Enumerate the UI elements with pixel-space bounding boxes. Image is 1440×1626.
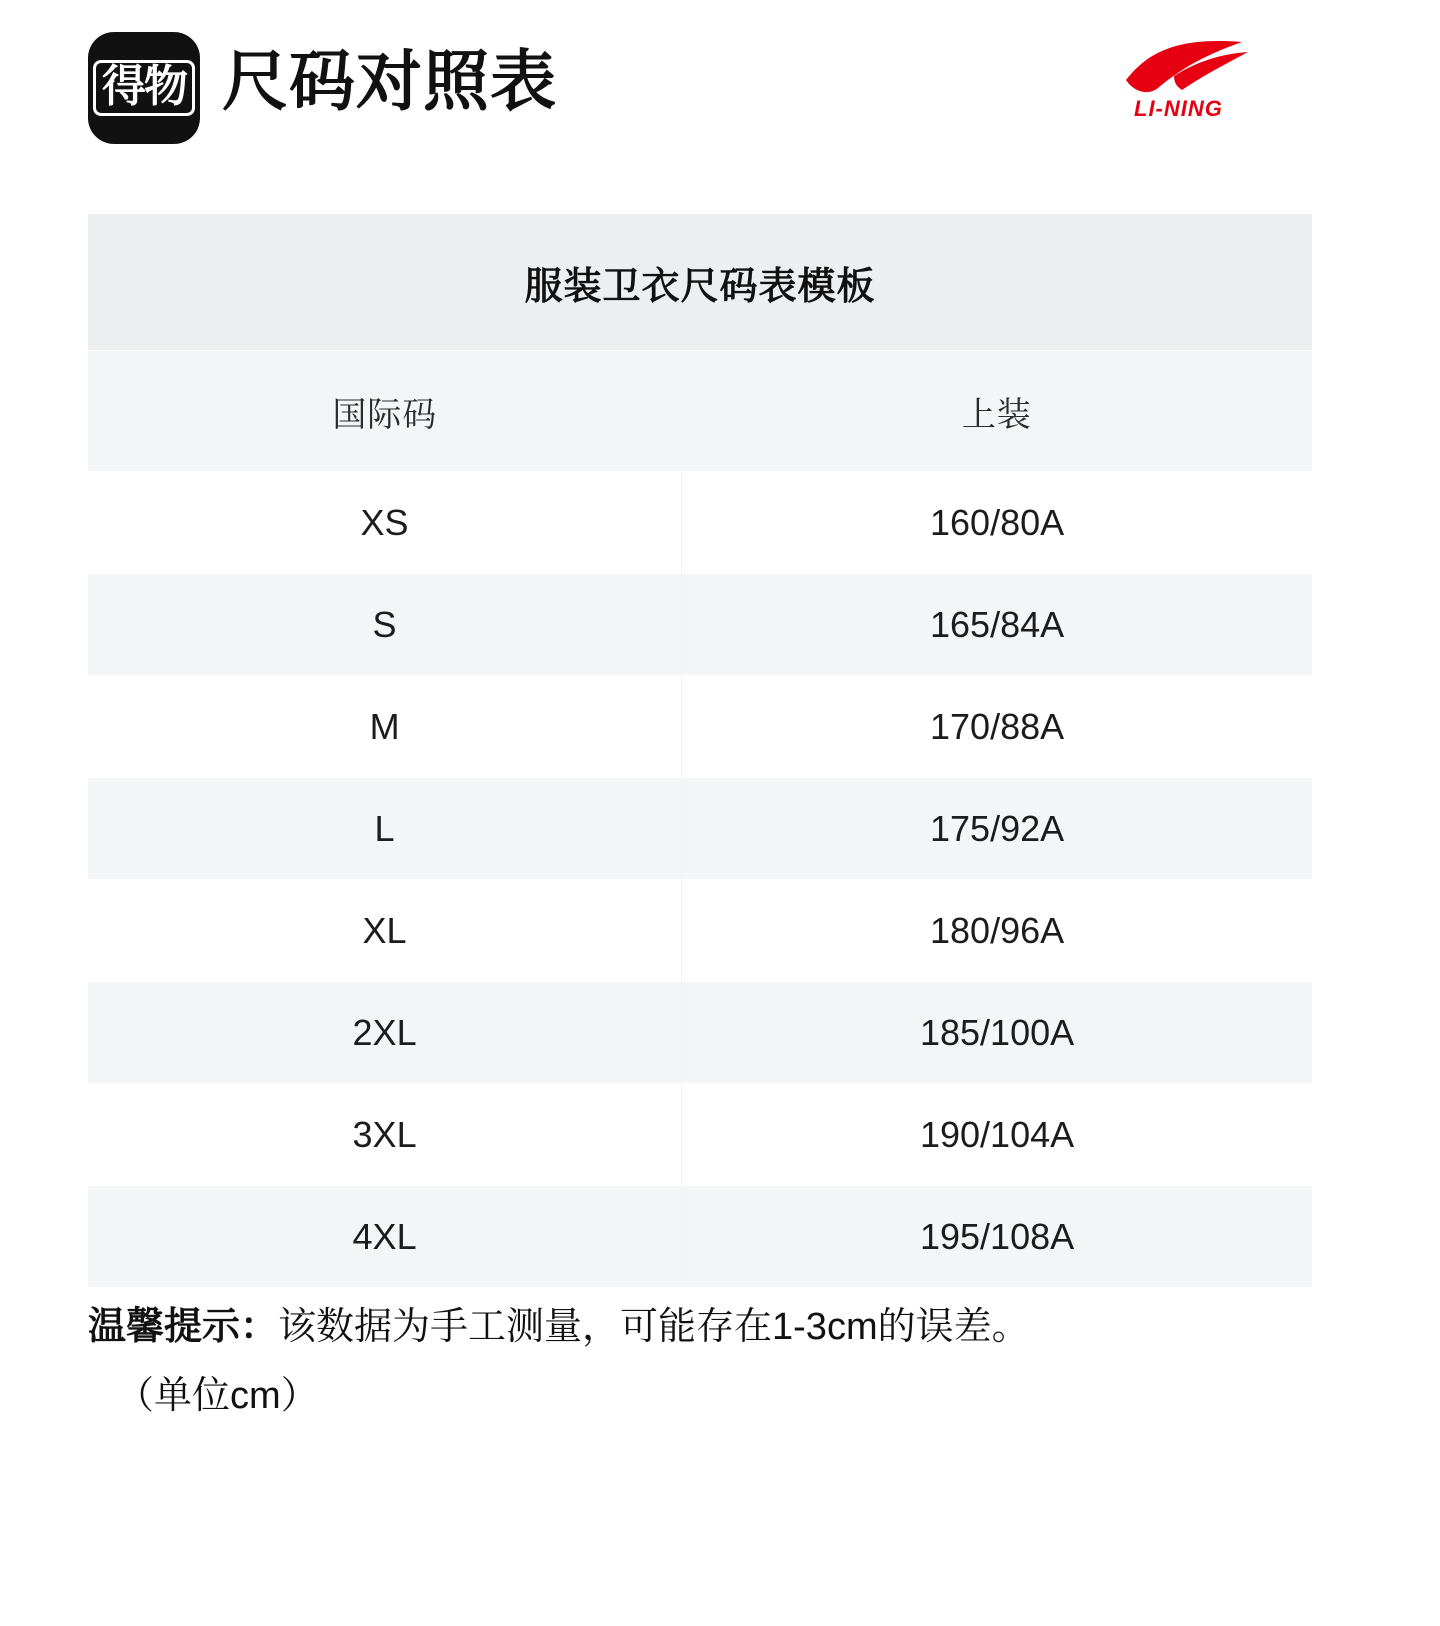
note-label: 温馨提示： bbox=[88, 1306, 279, 1348]
cell-size: 3XL bbox=[88, 1084, 682, 1186]
table-row bbox=[88, 574, 1312, 676]
cell-top: 190/104A bbox=[682, 1084, 1312, 1186]
cell-size: XL bbox=[88, 880, 682, 982]
notes-block bbox=[88, 1300, 1358, 1424]
table-caption: 服装卫衣尺码表模板 bbox=[88, 214, 1312, 351]
cell-size: M bbox=[88, 676, 682, 778]
note-unit: （单位cm） bbox=[116, 1375, 319, 1418]
table-row bbox=[88, 676, 1312, 778]
cell-size: XS bbox=[88, 472, 682, 574]
table-row bbox=[88, 982, 1312, 1084]
size-chart-table bbox=[88, 214, 1312, 1287]
column-header-top: 上装 bbox=[682, 351, 1312, 472]
note-primary bbox=[88, 1300, 1358, 1355]
page-title: 尺码对照表 bbox=[222, 44, 557, 118]
cell-size: S bbox=[88, 574, 682, 676]
cell-size: 4XL bbox=[88, 1186, 682, 1288]
table-row bbox=[88, 472, 1312, 574]
cell-size: 2XL bbox=[88, 982, 682, 1084]
table-caption-row bbox=[88, 214, 1312, 351]
cell-top: 165/84A bbox=[682, 574, 1312, 676]
cell-top: 170/88A bbox=[682, 676, 1312, 778]
cell-top: 180/96A bbox=[682, 880, 1312, 982]
dewu-brand-badge-text: 得物 bbox=[93, 60, 195, 116]
cell-top: 175/92A bbox=[682, 778, 1312, 880]
cell-top: 195/108A bbox=[682, 1186, 1312, 1288]
table-row bbox=[88, 1084, 1312, 1186]
table-row bbox=[88, 1186, 1312, 1288]
table-header-row bbox=[88, 351, 1312, 472]
note-text: 该数据为手工测量，可能存在1-3cm的误差。 bbox=[278, 1306, 1030, 1348]
column-header-international-size: 国际码 bbox=[88, 351, 682, 472]
cell-top: 185/100A bbox=[682, 982, 1312, 1084]
table-row bbox=[88, 778, 1312, 880]
svg-text:LI-NING: LI-NING bbox=[1134, 96, 1223, 121]
table-row bbox=[88, 880, 1312, 982]
cell-size: L bbox=[88, 778, 682, 880]
cell-top: 160/80A bbox=[682, 472, 1312, 574]
